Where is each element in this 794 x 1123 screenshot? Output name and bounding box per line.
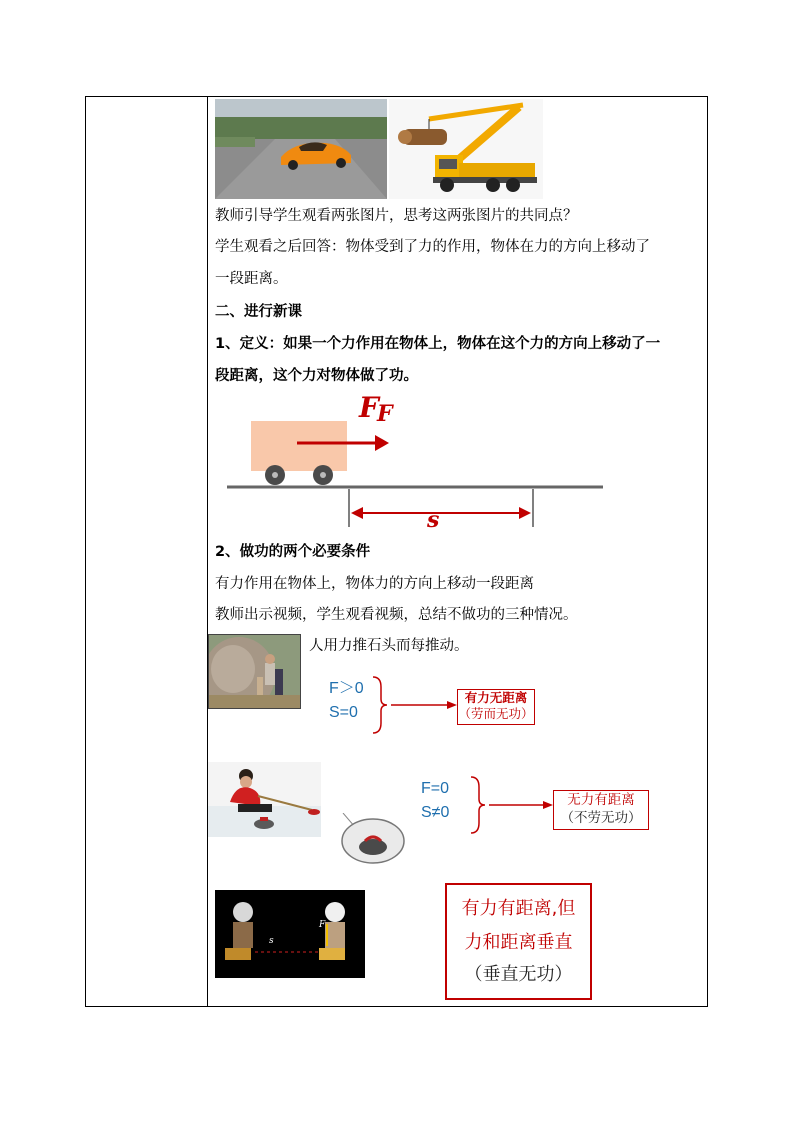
case1-f-value: F＞0 xyxy=(329,680,364,697)
conditions-heading: 2、做功的两个必要条件 xyxy=(215,544,371,560)
case1-caption: 人用力推石头而每推动。 xyxy=(309,638,469,654)
curling-photo xyxy=(208,762,321,837)
force-label-sub: F xyxy=(377,401,393,427)
force-label: F xyxy=(359,391,379,424)
curling-stone-zoom xyxy=(335,813,407,865)
definition-line1: 1、定义：如果一个力作用在物体上，物体在这个力的方向上移动了一 xyxy=(215,336,661,352)
case2-result-box xyxy=(553,790,649,830)
case3-result-line1: 有力有距离,但 xyxy=(461,898,576,919)
case3-result-line3: （垂直无功） xyxy=(464,964,573,985)
force-diagram xyxy=(223,393,613,533)
intro-answer-line2: 一段距离。 xyxy=(215,271,288,287)
case2-result-title: 无力有距离 xyxy=(567,792,635,808)
case3-result-box xyxy=(445,883,592,1000)
section-heading: 二、进行新课 xyxy=(215,304,302,320)
crane-truck-photo xyxy=(389,99,543,199)
case2-s-value: S≠0 xyxy=(421,804,450,821)
pushing-rock-photo xyxy=(208,634,301,709)
case2-result-sub: （不劳无功） xyxy=(560,810,642,826)
case3-result-line2: 力和距离垂直 xyxy=(464,932,573,953)
definition-line2: 段距离，这个力对物体做了功。 xyxy=(215,368,418,384)
case2-f-value: F=0 xyxy=(421,780,450,797)
distance-label: s xyxy=(427,507,440,533)
case3-s-label: s xyxy=(269,936,274,946)
conditions-line2: 教师出示视频，学生观看视频，总结不做功的三种情况。 xyxy=(215,607,578,623)
case2-brace-arrow xyxy=(469,775,557,835)
intro-question: 教师引导学生观看两张图片，思考这两张图片的共同点？ xyxy=(215,208,578,224)
conditions-line1: 有力作用在物体上，物体力的方向上移动一段距离 xyxy=(215,576,534,592)
case3-f-label: F xyxy=(319,920,326,930)
case1-result-sub: （劳而无功） xyxy=(458,706,534,721)
intro-answer-line1: 学生观看之后回答：物体受到了力的作用，物体在力的方向上移动了 xyxy=(215,239,650,255)
case1-brace-arrow xyxy=(371,675,461,735)
sports-car-photo xyxy=(215,99,387,199)
case1-result-box xyxy=(457,689,535,725)
case1-result-title: 有力无距离 xyxy=(464,690,528,705)
case1-s-value: S=0 xyxy=(329,704,358,721)
content-cell xyxy=(207,97,707,1006)
carrying-animation-photo xyxy=(215,890,365,978)
